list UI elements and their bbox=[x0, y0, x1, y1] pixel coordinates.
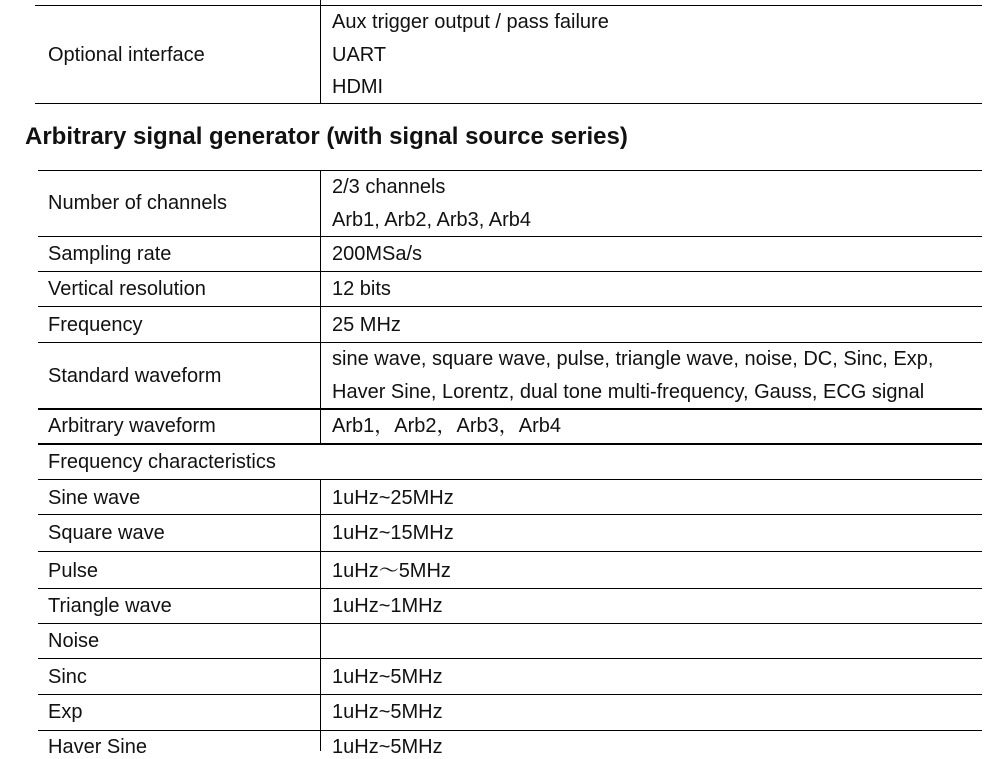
row-value: Arb1，Arb2，Arb3，Arb4 bbox=[332, 415, 561, 437]
row-value: sine wave, square wave, pulse, triangle wave, noise, DC, Sinc, Exp, bbox=[332, 348, 934, 370]
row-border bbox=[38, 658, 982, 659]
interface-value: UART bbox=[332, 44, 387, 66]
row-value: Arb1, Arb2, Arb3, Arb4 bbox=[332, 209, 532, 231]
row-label: Vertical resolution bbox=[48, 278, 206, 300]
row-value: 200MSa/s bbox=[332, 243, 423, 265]
row-border bbox=[38, 694, 982, 695]
row-value: 12 bits bbox=[332, 278, 391, 300]
row-border bbox=[38, 236, 982, 237]
row-label: Pulse bbox=[48, 560, 99, 582]
row-label: Number of channels bbox=[48, 192, 227, 214]
row-label: Standard waveform bbox=[48, 365, 222, 387]
row-border bbox=[38, 306, 982, 307]
row-border bbox=[38, 730, 982, 731]
interface-label: Optional interface bbox=[48, 44, 205, 66]
row-border bbox=[38, 479, 982, 480]
row-label: Exp bbox=[48, 701, 83, 723]
row-border bbox=[38, 623, 982, 624]
table-border bbox=[35, 103, 982, 104]
row-value: 1uHz~5MHz bbox=[332, 666, 443, 688]
interface-value: HDMI bbox=[332, 76, 384, 98]
row-border bbox=[38, 551, 982, 552]
row-label: Frequency bbox=[48, 314, 143, 336]
row-border bbox=[38, 588, 982, 589]
row-value: Haver Sine, Lorentz, dual tone multi-frequency, Gauss, ECG signal bbox=[332, 381, 925, 403]
row-value: 1uHz~5MHz bbox=[332, 701, 443, 723]
row-label: Sine wave bbox=[48, 487, 141, 509]
row-value: 1uHz～5MHz bbox=[332, 560, 451, 582]
column-divider bbox=[320, 480, 321, 751]
row-border bbox=[38, 271, 982, 272]
row-label: Sampling rate bbox=[48, 243, 172, 265]
row-label: Haver Sine bbox=[48, 736, 147, 758]
row-border bbox=[38, 170, 982, 171]
section-row-label: Frequency characteristics bbox=[48, 451, 276, 473]
column-divider bbox=[320, 170, 321, 445]
row-border bbox=[38, 342, 982, 343]
row-label: Noise bbox=[48, 630, 100, 652]
row-border bbox=[38, 408, 982, 410]
row-label: Sinc bbox=[48, 666, 87, 688]
row-label: Arbitrary waveform bbox=[48, 415, 216, 437]
section-title: Arbitrary signal generator (with signal source series) bbox=[25, 123, 628, 150]
row-border bbox=[38, 443, 982, 445]
table-border bbox=[35, 5, 982, 6]
row-label: Triangle wave bbox=[48, 595, 172, 617]
interface-value: Aux trigger output / pass failure bbox=[332, 11, 609, 33]
row-value: 1uHz~1MHz bbox=[332, 595, 443, 617]
row-border bbox=[38, 514, 982, 515]
row-value: 1uHz~25MHz bbox=[332, 487, 454, 509]
row-value: 1uHz~15MHz bbox=[332, 522, 454, 544]
row-label: Square wave bbox=[48, 522, 165, 544]
row-value: 1uHz~5MHz bbox=[332, 736, 443, 758]
row-value: 25 MHz bbox=[332, 314, 401, 336]
column-divider bbox=[320, 0, 321, 103]
row-value: 2/3 channels bbox=[332, 176, 446, 198]
